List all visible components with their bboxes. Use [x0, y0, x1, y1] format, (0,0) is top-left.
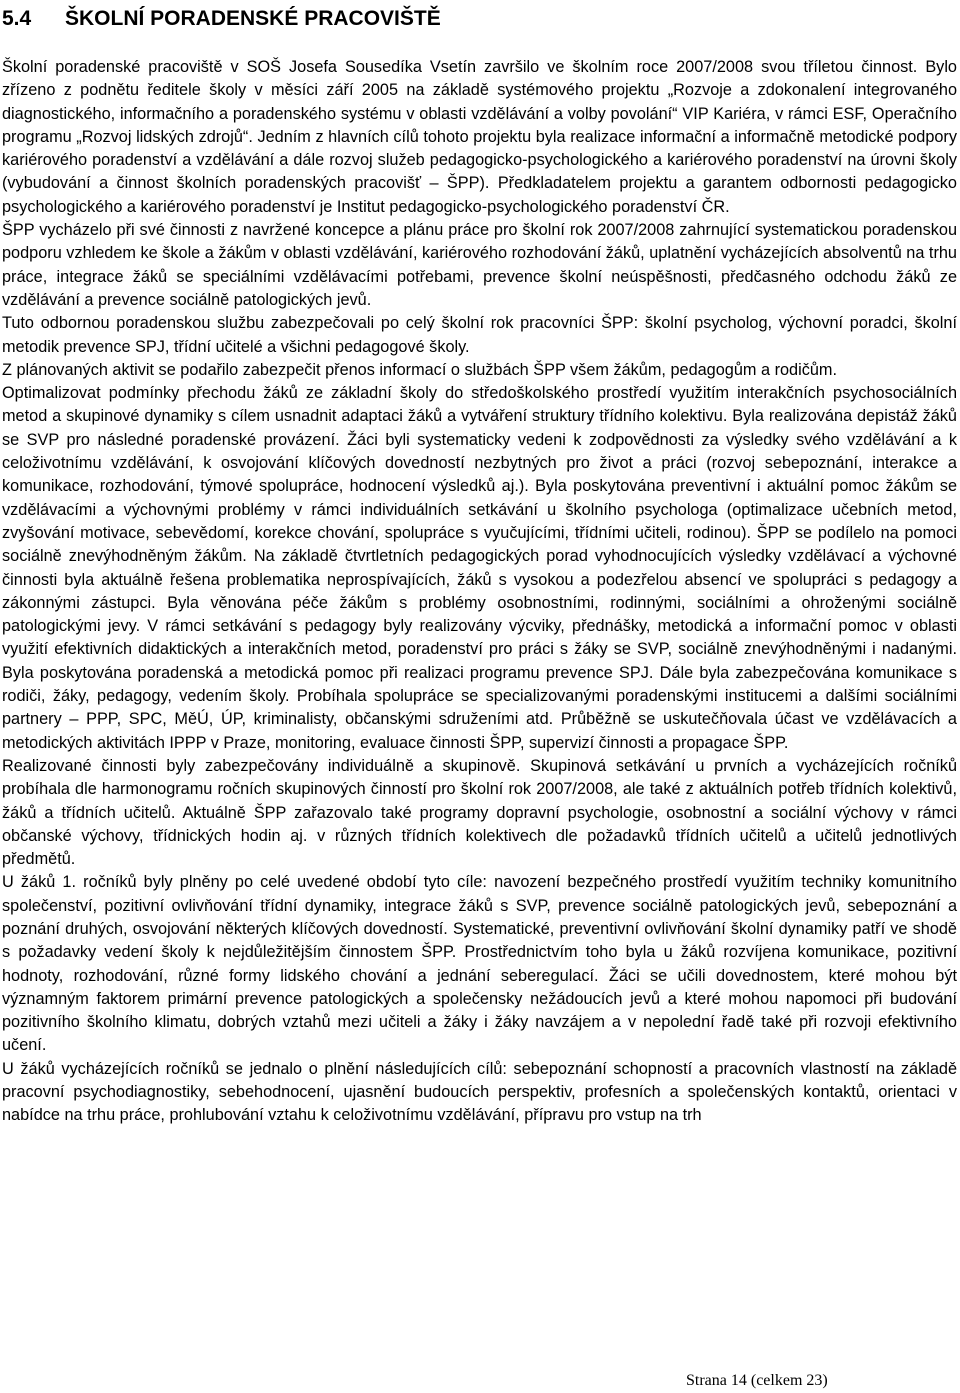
paragraph-staff: Tuto odbornou poradenskou službu zabezpečovali po celý školní rok pracovníci ŠPP: školní psycholog, výchovní poradci, školní metodik prevence SPJ, třídní učitelé a všichni pedagogové školy. [2, 314, 957, 356]
section-heading [2, 6, 957, 32]
body-text [2, 56, 957, 1128]
section-title: ŠKOLNÍ PORADENSKÉ PRACOVIŠTĚ [65, 7, 441, 30]
paragraph-graduating: U žáků vycházejících ročníků se jednalo o plnění následujících cílů: sebepoznání schopností a pracovních vlastností na základě pracovní psychodiagnostiky, sebehodnocení, ujasnění budoucích perspektiv, profesních a společenských kontaktů, orientaci v nabídce na trhu práce, prohlubování vztahu k celoživotnímu vzdělávání, přípravu pro vstup na trh [2, 1059, 957, 1125]
page-number-footer: Strana 14 (celkem 23) [686, 1372, 828, 1389]
paragraph-information: Z plánovaných aktivit se podařilo zabezpečit přenos informací o službách ŠPP všem žákům, pedagogům a rodičům. [2, 360, 837, 379]
paragraph-intro: Školní poradenské pracoviště v SOŠ Josefa Sousedíka Vsetín završilo ve školním roce 2007/2008 svou tříletou činnost. Bylo zřízeno z podnětu ředitele školy v měsíci září 2005 na základě systémového projektu „Rozvoje a zdokonalení integrovaného diagnostického, informačního a poradenského systému v oblasti vzdělávání a volby povolání“ VIP Kariéra, v rámci ESF, Operačního programu „Rozvoj lidských zdrojů“. Jedním z hlavních cílů tohoto projektu byla realizace informační a informačně metodické podpory kariérového poradenství a vzdělávání a dále rozvoj služeb pedagogicko-psychologického a kariérového poradenství na úrovni školy (vybudování a činnost školních poradenských pracovišť – ŠPP). Předkladatelem projektu a garantem odbornosti pedagogicko psychologického a kariérového poradenství je Institut pedagogicko-psychologického poradenství ČR. [2, 58, 957, 216]
document-page [2, 6, 957, 1128]
paragraph-concept: ŠPP vycházelo při své činnosti z navržené koncepce a plánu práce pro školní rok 2007/2008 zahrnující systematickou poradenskou podporu vzhledem ke škole a žákům v oblasti vzdělávání, kariérového rozhodování žáků, uplatnění vycházejících absolventů na trhu práce, integrace žáků se speciálními vzdělávacími potřebami, prevence školní neúspěšnosti, předčasného odchodu žáků ze vzdělávání a prevence sociálně patologických jevů. [2, 221, 957, 309]
paragraph-group-activities: Realizované činnosti byly zabezpečovány individuálně a skupinově. Skupinová setkávání u prvních a vycházejících ročníků probíhala dle harmonogramu ročních skupinových činností pro školní rok 2007/2008, ale také z aktuálních potřeb třídních kolektivů, žáků a třídních učitelů. Aktuálně ŠPP zařazovalo také programy dopravní psychologie, osobnostní a sociální výchovy v rámci občanské výchovy, třídnických hodin aj. v různých třídních kolektivech dle požadavků třídních učitelů a učitelů jednotlivých předmětů. [2, 756, 957, 869]
paragraph-activities: Optimalizovat podmínky přechodu žáků ze základní školy do středoškolského prostředí využitím interakčních psychosociálních metod a skupinové dynamiky s cílem usnadnit adaptaci žáků a vytváření struktury třídního kolektivu. Byla realizována depistáž žáků se SVP pro následné poradenské provázení. Žáci byli systematicky vedeni k zodpovědnosti za výsledky svého vzdělávání a k celoživotnímu vzdělávání, k osvojování klíčových dovedností nezbytných pro život a práci (rozvoj sebepoznání, interakce a komunikace, rozhodování, týmové spolupráce, hodnocení výsledků aj.). Byla poskytována preventivní i aktuální pomoc žákům se vzdělávacími a výchovnými problémy v rámci individuálních setkávání u školního psychologa (optimalizace učebních metod, zvyšování motivace, sebevědomí, korekce chování, spolupráce s vyučujícími, třídními učiteli, rodinou). ŠPP se podílelo na pomoci sociálně znevýhodněným žákům. Na základě čtvrtletních pedagogických porad vyhodnocujících výsledky vzdělávací a výchovné činnosti byla aktuálně řešena problematika neprospívajících, žáků s vysokou a podezřelou absencí ve spolupráci s pedagogy a zákonnými zástupci. Byla věnována péče žákům s problémy osobnostními, rodinnými, sociálními a ohroženými sociálně patologickými jevy. V rámci setkávání s pedagogy byly realizovány výcviky, přednášky, metodická a informační pomoc v oblasti využití efektivních didaktických a interakčních metod, poradenství pro práci s žáky se SVP, sociálně znevýhodněnými i nadanými. Byla poskytována poradenská a metodická pomoc při realizaci programu prevence SPJ. Dále byla zabezpečována komunikace s rodiči, žáky, pedagogy, vedením školy. Probíhala spolupráce se specializovanými poradenskými institucemi a dalšími sociálními partnery – PPP, SPC, MěÚ, ÚP, kriminalisty, občanskými sdruženími atd. Průběžně se uskutečňovala účast ve vzdělávacích a metodických aktivitách IPPP v Praze, monitoring, evaluace činnosti ŠPP, supervizí činnosti a propagace ŠPP. [2, 384, 957, 752]
section-number: 5.4 [2, 7, 32, 30]
paragraph-first-year: U žáků 1. ročníků byly plněny po celé uvedené období tyto cíle: navození bezpečného prostředí využitím techniky komunitního společenství, pozitivní ovlivňování třídní dynamiky, integrace žáků s SVP, prevence sociálně patologických jevů, sebepoznání a poznání druhých, osvojování některých klíčových dovedností. Systematické, preventivní ovlivňování školní dynamiky patří ve shodě s požadavky vedení školy k nejdůležitějším činnostem ŠPP. Prostřednictvím toho byla u žáků rozvíjena komunikace, pozitivní hodnoty, rozhodování, různé formy lidského chování a jednání seberegulací. Žáci se učili dovednostem, které mohou být významným faktorem primární prevence patologických a společensky nežádoucích jevů a které mohou napomoci při budování pozitivního školního klimatu, dobrých vztahů mezi učiteli a žáky i žáky navzájem a v nepolední řadě také při rozvoji efektivního učení. [2, 873, 957, 1055]
